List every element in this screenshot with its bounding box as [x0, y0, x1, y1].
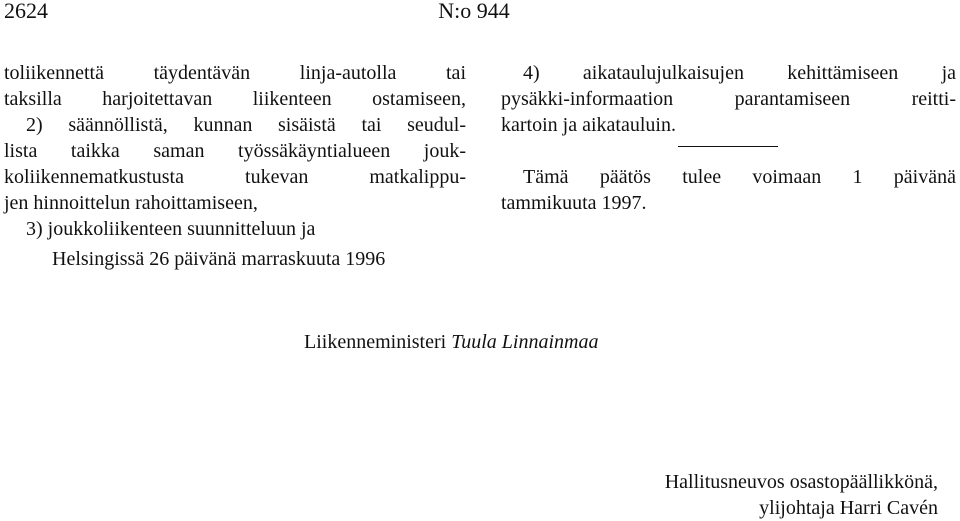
text-line: toliikennettä täydentävän linja-autolla tai	[4, 62, 466, 84]
text-line: koliikennematkustusta tukevan matkalippu-	[4, 166, 466, 188]
text-line: 3) joukkoliikenteen suunnitteluun ja	[26, 218, 316, 240]
left-column	[4, 60, 466, 242]
page-number: 2624	[4, 0, 48, 23]
minister-name: Tuula Linnainmaa	[451, 331, 599, 353]
text-line: 4) aikataulujulkaisujen kehittämiseen ja	[523, 62, 956, 84]
text-line: 2) säännöllistä, kunnan sisäistä tai seudul-	[26, 114, 466, 136]
councillor-signature	[460, 469, 938, 521]
spacer	[501, 138, 956, 164]
minister-signature	[304, 331, 598, 354]
councillor-line-1: Hallitusneuvos osastopäällikkönä,	[664, 471, 938, 493]
text-line: kartoin ja aikatauluin.	[501, 114, 676, 136]
issue-number: N:o 944	[438, 0, 510, 23]
text-line: taksilla harjoitettavan liikenteen ostamiseen,	[4, 88, 466, 110]
effective-date-line: tammikuuta 1997.	[501, 192, 647, 214]
section-divider	[678, 146, 778, 147]
councillor-line-2: ylijohtaja Harri Cavén	[759, 497, 938, 519]
text-line: pysäkki-informaation parantamiseen reitti-	[501, 88, 956, 110]
text-line: lista taikka saman työssäkäyntialueen jouk-	[4, 140, 466, 162]
effective-date-line: Tämä päätös tulee voimaan 1 päivänä	[523, 166, 956, 188]
place-date: Helsingissä 26 päivänä marraskuuta 1996	[52, 248, 386, 270]
right-column	[501, 60, 956, 216]
minister-title: Liikenneministeri	[304, 331, 447, 353]
text-line: jen hinnoittelun rahoittamiseen,	[4, 192, 258, 214]
